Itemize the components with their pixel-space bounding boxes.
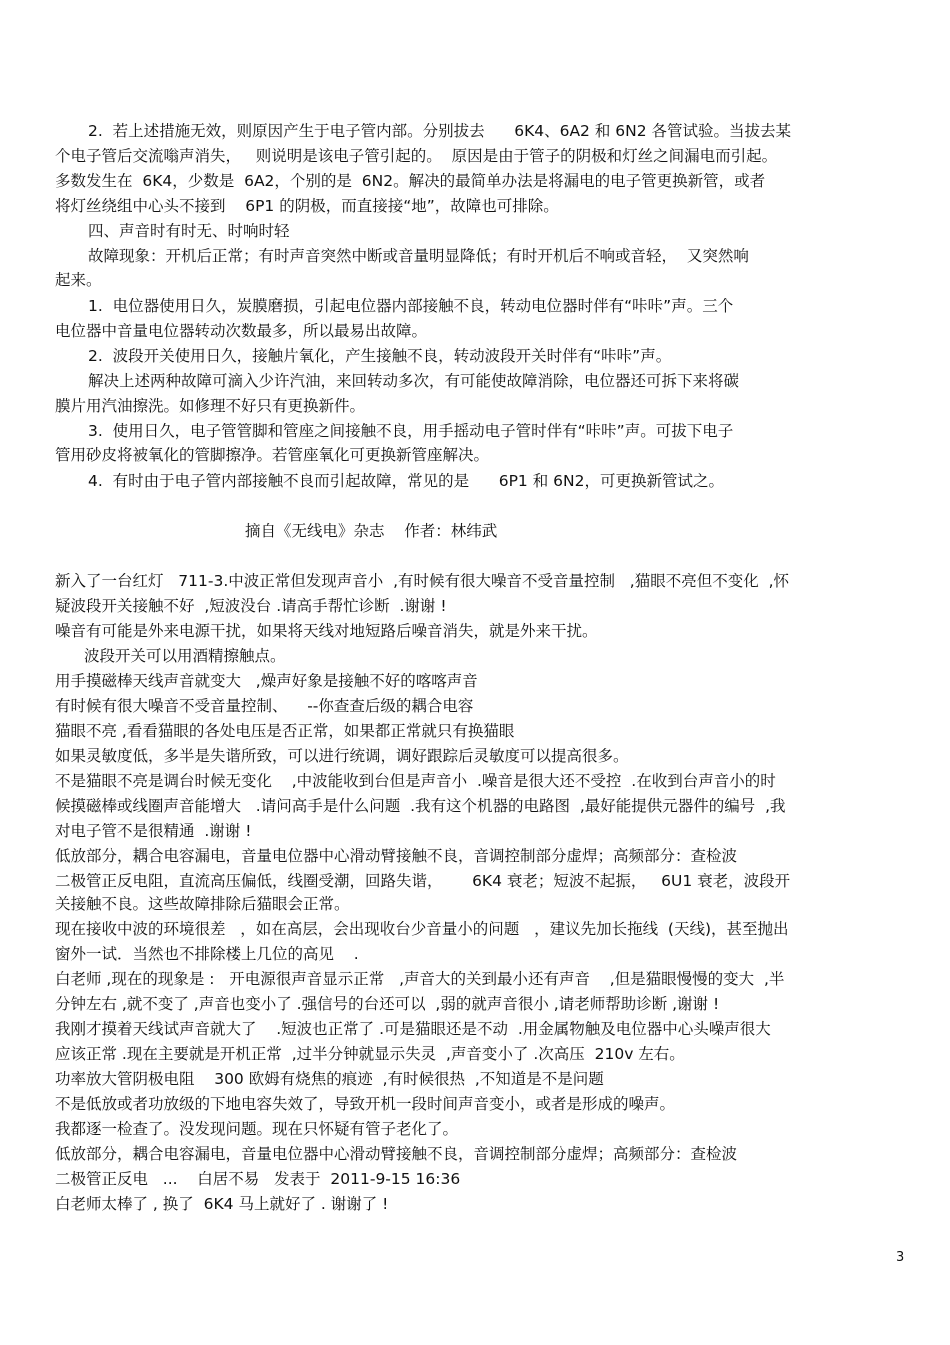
forum-post-line: 低放部分，耦合电容漏电，音量电位器中心滑动臂接触不良，音调控制部分虚焊；高频部分：查检波 xyxy=(55,1145,738,1163)
forum-post-line: 不是低放或者功放级的下地电容失效了，导致开机一段时间声音变小，或者是形成的噪声。 xyxy=(55,1095,676,1113)
text-line: 2. 若上述措施无效，则原因产生于电子管内部。分别拔去 6K4、6A2 和 6N2 各管试验。当拔去某 xyxy=(88,122,792,140)
forum-post-line: 猫眼不亮 ,看看猫眼的各处电压是否正常，如果都正常就只有换猫眼 xyxy=(55,722,515,740)
forum-post-line: 用手摸磁棒天线声音就变大 ,燥声好象是接触不好的喀喀声音 xyxy=(55,672,478,690)
forum-post-line: 疑波段开关接触不好 ,短波没台 .请高手帮忙诊断 .谢谢 ! xyxy=(55,597,447,615)
text-line: 4. 有时由于电子管内部接触不良而引起故障，常见的是 6P1 和 6N2，可更换新管试之。 xyxy=(88,472,724,490)
forum-post-line: 对电子管不是很精通 .谢谢 ! xyxy=(55,822,252,840)
forum-post-line: 分钟左右 ,就不变了 ,声音也变小了 .强信号的台还可以 ,弱的就声音很小 ,请老师帮助诊断 ,谢谢 ! xyxy=(55,995,720,1013)
text-line: 2. 波段开关使用日久，接触片氧化，产生接触不良，转动波段开关时伴有“咔咔”声。 xyxy=(88,347,672,365)
forum-post-meta: 二极管正反电 ... 白居不易 发表于 2011-9-15 16:36 xyxy=(55,1170,461,1188)
forum-post-line: 白老师 ,现在的现象是 : 开电源很声音显示正常 ,声音大的关到最小还有声音 ,但是猫眼慢慢的变大 ,半 xyxy=(55,970,785,988)
text-line: 管用砂皮将被氧化的管脚擦净。若管座氧化可更换新管座解决。 xyxy=(55,446,490,464)
forum-post-line: 噪音有可能是外来电源干扰，如果将天线对地短路后噪音消失，就是外来干扰。 xyxy=(55,622,598,640)
text-line: 将灯丝绕组中心头不接到 6P1 的阴极，而直接接“地”，故障也可排除。 xyxy=(55,197,559,215)
attribution: 摘自《无线电》杂志 作者：林纬武 xyxy=(245,522,498,540)
text-line: 起来。 xyxy=(55,271,102,289)
forum-post-line: 关接触不良。这些故障排除后猫眼会正常。 xyxy=(55,895,350,913)
forum-post-line: 白老师太棒了 , 换了 6K4 马上就好了 . 谢谢了 ! xyxy=(55,1195,389,1213)
forum-post-line: 功率放大管阴极电阻 300 欧姆有烧焦的痕迹 ,有时候很热 ,不知道是不是问题 xyxy=(55,1070,604,1088)
text-line: 电位器中音量电位器转动次数最多，所以最易出故障。 xyxy=(55,322,428,340)
forum-post-line: 低放部分，耦合电容漏电，音量电位器中心滑动臂接触不良，音调控制部分虚焊；高频部分：查检波 xyxy=(55,847,738,865)
forum-post-line: 窗外一试．当然也不排除楼上几位的高见 . xyxy=(55,945,359,963)
forum-post-line: 应该正常 .现在主要就是开机正常 ,过半分钟就显示失灵 ,声音变小了 .次高压 210v 左右。 xyxy=(55,1045,685,1063)
text-line: 膜片用汽油擦洗。如修理不好只有更换新件。 xyxy=(55,397,366,415)
page-number: 3 xyxy=(896,1250,905,1265)
forum-post-line: 我都逐一检查了。没发现问题。现在只怀疑有管子老化了。 xyxy=(55,1120,459,1138)
forum-post-line: 有时候有很大噪音不受音量控制、 --你查查后级的耦合电容 xyxy=(55,697,474,715)
text-line: 1. 电位器使用日久，炭膜磨损，引起电位器内部接触不良，转动电位器时伴有“咔咔”声。三个 xyxy=(88,297,734,315)
forum-post-line: 现在接收中波的环境很差 ，如在高层，会出现收台少音量小的问题 ，建议先加长拖线 (天线)，甚至抛出 xyxy=(55,920,789,938)
text-line: 解决上述两种故障可滴入少许汽油，来回转动多次，有可能使故障消除，电位器还可拆下来将碳 xyxy=(88,372,740,390)
forum-post-line: 波段开关可以用酒精擦触点。 xyxy=(84,647,286,665)
forum-post-line: 如果灵敏度低，多半是失谐所致，可以进行统调，调好跟踪后灵敏度可以提高很多。 xyxy=(55,747,629,765)
forum-post-line: 候摸磁棒或线圈声音能增大 .请问高手是什么问题 .我有这个机器的电路图 ,最好能提供元器件的编号 ,我 xyxy=(55,797,786,815)
text-line: 3. 使用日久，电子管管脚和管座之间接触不良，用手摇动电子管时伴有“咔咔”声。可拔下电子 xyxy=(88,422,734,440)
forum-post-line: 新入了一台红灯 711-3.中波正常但发现声音小 ,有时候有很大噪音不受音量控制 ,猫眼不亮但不变化 ,怀 xyxy=(55,572,790,590)
section-heading: 四、声音时有时无、时响时轻 xyxy=(88,222,290,240)
text-line: 故障现象：开机后正常；有时声音突然中断或音量明显降低；有时开机后不响或音轻， 又突然响 xyxy=(88,247,749,265)
forum-post-line: 不是猫眼不亮是调台时候无变化 ,中波能收到台但是声音小 .噪音是很大还不受控 .在收到台声音小的时 xyxy=(55,772,776,790)
text-line: 个电子管后交流嗡声消失， 则说明是该电子管引起的。 原因是由于管子的阴极和灯丝之间漏电而引起。 xyxy=(55,147,778,165)
forum-post-line: 二极管正反电阻，直流高压偏低，线圈受潮，回路失谐， 6K4 衰老；短波不起振， 6U1 衰老，波段开 xyxy=(55,872,791,890)
text-line: 多数发生在 6K4，少数是 6A2，个别的是 6N2。解决的最简单办法是将漏电的电子管更换新管，或者 xyxy=(55,172,766,190)
forum-post-line: 我刚才摸着天线试声音就大了 .短波也正常了 .可是猫眼还是不动 .用金属物触及电位器中心头噪声很大 xyxy=(55,1020,771,1038)
